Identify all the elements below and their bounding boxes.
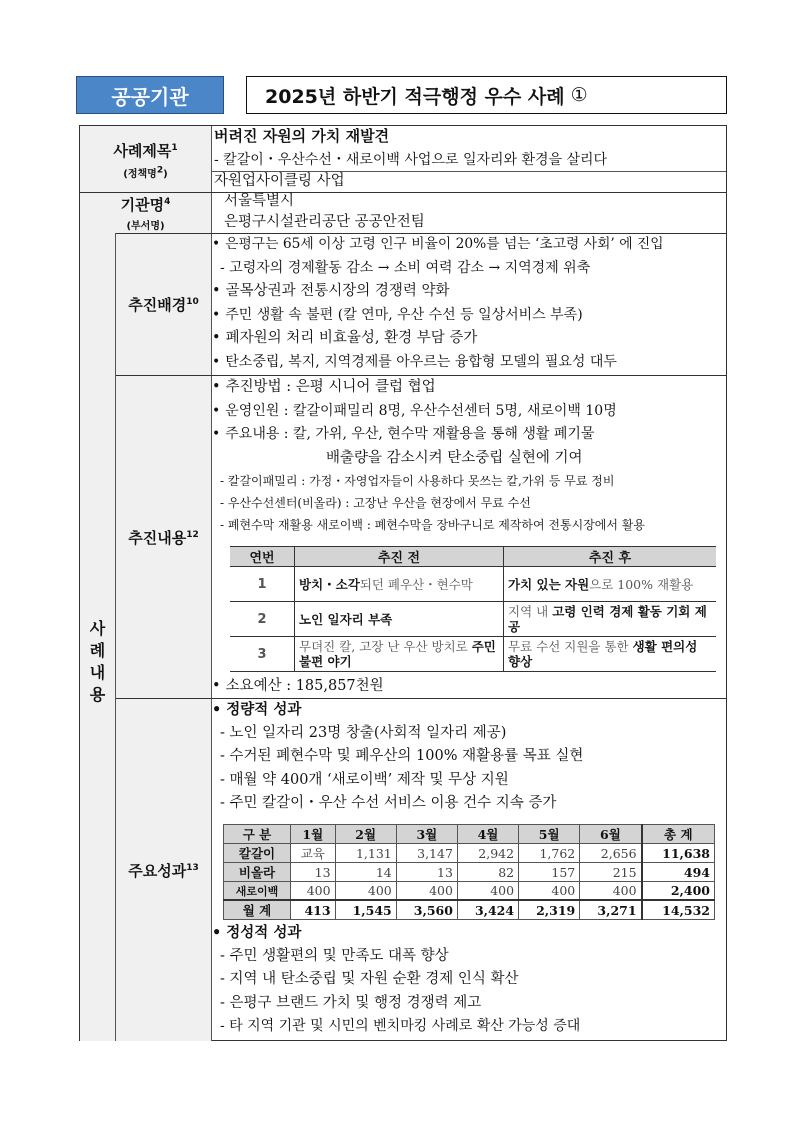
cell: 215 (580, 863, 642, 882)
cell: 1,762 (519, 844, 580, 863)
cell: 13 (396, 863, 457, 882)
content-item: • 추진방법 : 은평 시니어 클럽 협업 (212, 376, 726, 400)
cell: 3,560 (396, 900, 457, 920)
cell: 400 (519, 882, 580, 901)
after-cell (504, 567, 717, 602)
col-header: 연번 (230, 547, 295, 567)
qual-result-item: - 은평구 브랜드 가치 및 행정 경쟁력 제고 (220, 994, 482, 1011)
content-item: • 주요내용 : 칼, 가위, 우산, 현수막 재활용을 통해 생활 폐기물 (212, 423, 726, 447)
results-body (212, 698, 726, 816)
row-header: 새로이백 (224, 882, 291, 901)
row-header: 칼갈이 (224, 844, 291, 863)
policy-content (212, 171, 726, 192)
row-total: 494 (642, 863, 715, 882)
qual-results-title: • 정성적 성과 (212, 921, 726, 945)
cell: 교육 (291, 844, 336, 863)
background-item: • 골목상권과 전통시장의 경쟁력 약화 (212, 280, 726, 304)
content-body (212, 376, 726, 536)
quant-result-item: - 매월 약 400개 ‘새로이백’ 제작 및 무상 지원 (220, 771, 509, 788)
table-row (230, 602, 716, 637)
content-item: • 운영인원 : 칼갈이패밀리 8명, 우산수선센터 5명, 새로이백 10명 (212, 400, 726, 424)
side-char: 내 (89, 663, 106, 682)
qual-result-item: - 타 지역 기관 및 시민의 벤치마킹 사례로 확산 가능성 증대 (220, 1018, 581, 1034)
before-text: 되던 폐우산・현수막 (359, 576, 473, 592)
side-char: 용 (89, 685, 106, 704)
after-cell (504, 637, 717, 672)
col-header: 추진 후 (504, 547, 717, 567)
content-subitem: - 폐현수막 재활용 새로이백 : 폐현수막을 장바구니로 제작하여 전통시장에서 활용 (220, 518, 645, 532)
cell: 3,271 (580, 900, 642, 920)
category-badge-label: 공공기관 (111, 84, 189, 109)
content-item-cont: 배출량을 감소시켜 탄소중립 실현에 기여 (326, 449, 583, 466)
after-text: 지역 내 (508, 604, 553, 619)
cell: 3,424 (457, 900, 518, 920)
background-item: • 주민 생활 속 불편 (칼 연마, 우산 수선 등 일상서비스 부족) (212, 304, 726, 328)
qual-results-body (212, 921, 726, 1039)
after-text: 으로 100% 재활용 (589, 576, 694, 592)
cell: 3,147 (396, 844, 457, 863)
agency-name: 서울특별시 (224, 193, 295, 209)
cell: 82 (457, 863, 518, 882)
cell: 400 (335, 882, 396, 901)
after-text: 무료 수선 지원을 통한 (508, 639, 633, 654)
footnote-ref: 2 (156, 165, 164, 176)
cell: 1,131 (335, 844, 396, 863)
cell: 413 (291, 900, 336, 920)
background-item: • 탄소중립, 복지, 지역경제를 아우르는 융합형 모델의 필요성 대두 (212, 351, 726, 375)
category-badge (76, 76, 224, 114)
cell: 400 (396, 882, 457, 901)
cell: 400 (291, 882, 336, 901)
after-emph: 고령 인력 경제 활동 기회 제공 (508, 604, 707, 634)
table-row (230, 567, 716, 602)
before-cell (295, 602, 504, 637)
footnote-ref: 12 (186, 529, 199, 540)
col-header: 총 계 (642, 825, 715, 844)
before-cell (295, 637, 504, 672)
after-cell (504, 602, 717, 637)
after-emph: 생활 편의성 향상 (508, 639, 698, 669)
row-total: 2,400 (642, 882, 715, 901)
cell: 2,656 (580, 844, 642, 863)
agency-label (80, 193, 212, 233)
background-subitem: - 고령자의 경제활동 감소 → 소비 여력 감소 → 지역경제 위축 (220, 259, 591, 276)
department-name: 은평구시설관리공단 공공안전팀 (224, 214, 425, 230)
background-content (212, 233, 726, 374)
case-subtitle: - 칼갈이・우산수선・새로이백 사업으로 일자리와 환경을 살리다 (214, 151, 608, 168)
before-emph: 방치・소각 (299, 576, 360, 592)
quant-result-item: - 수거된 폐현수막 및 폐우산의 100% 재활용률 목표 실현 (220, 748, 584, 764)
background-label-text: 추진배경 (128, 296, 187, 314)
row-total: 11,638 (642, 844, 715, 863)
col-header: 5월 (519, 825, 580, 844)
footnote-ref: 10 (186, 297, 199, 307)
table-row (230, 637, 716, 672)
grand-total: 14,532 (642, 900, 715, 920)
col-header: 1월 (291, 825, 336, 844)
sum-row (224, 900, 715, 920)
side-char: 사 (89, 619, 106, 638)
col-header: 2월 (335, 825, 396, 844)
case-content-side-label (80, 233, 116, 1041)
agency-label-text: 기관명 (120, 196, 165, 214)
cell: 2,942 (457, 844, 518, 863)
col-header: 3월 (396, 825, 457, 844)
department-label-text: (부서명) (126, 221, 165, 232)
case-title-label (80, 126, 212, 193)
row-number: 3 (230, 637, 295, 672)
table-row (224, 844, 715, 863)
content-label (116, 376, 212, 698)
background-item: • 폐자원의 처리 비효율성, 환경 부담 증가 (212, 327, 726, 351)
results-label-text: 주요성과 (128, 861, 187, 880)
col-header: 6월 (580, 825, 642, 844)
cell: 157 (519, 863, 580, 882)
footnote-ref: 4 (164, 197, 171, 207)
row-number: 1 (230, 567, 295, 602)
col-header: 구 분 (224, 825, 291, 844)
row-header: 월 계 (224, 900, 291, 920)
monthly-stats-table (223, 824, 715, 920)
page-title-text: 2025년 하반기 적극행정 우수 사례 (265, 85, 565, 108)
table-row (224, 882, 715, 901)
case-number: ① (570, 84, 588, 106)
background-item: • 은평구는 65세 이상 고령 인구 비율이 20%를 넘는 ‘초고령 사회’ 에 진입 (212, 233, 726, 257)
table-row (224, 863, 715, 882)
page-title (246, 76, 727, 114)
budget-text: • 소요예산 : 185,857천원 (212, 675, 726, 698)
case-title-content (212, 125, 726, 172)
case-title-label-text: 사례제목 (113, 141, 172, 160)
policy-label-text: (정책명 (123, 168, 157, 180)
cell: 2,319 (519, 900, 580, 920)
policy-name: 자원업사이클링 사업 (214, 173, 345, 189)
background-label (116, 234, 212, 375)
budget-row (212, 675, 726, 698)
case-title: 버려진 자원의 가치 재발견 (214, 127, 390, 145)
before-emph: 노인 일자리 부족 (299, 611, 393, 627)
agency-content (212, 191, 726, 233)
footnote-ref: 13 (186, 862, 199, 873)
quant-result-item: - 노인 일자리 23명 창출(사회적 일자리 제공) (220, 724, 507, 741)
quant-result-item: - 주민 칼갈이・우산 수선 서비스 이용 건수 지속 증가 (220, 795, 557, 811)
row-number: 2 (230, 602, 295, 637)
col-header: 4월 (457, 825, 518, 844)
cell: 400 (580, 882, 642, 901)
side-char: 례 (89, 641, 106, 660)
before-emph: 주민 불편 야기 (299, 639, 496, 669)
qual-result-item: - 지역 내 탄소중립 및 자원 순환 경제 인식 확산 (220, 971, 519, 987)
cell: 14 (335, 863, 396, 882)
before-after-table (230, 546, 716, 672)
results-label (116, 699, 212, 1041)
footnote-ref: 1 (171, 142, 178, 153)
cell: 400 (457, 882, 518, 901)
content-subitem: - 우산수선센터(비올라) : 고장난 우산을 현장에서 무료 수선 (220, 496, 531, 510)
quant-results-title: • 정량적 성과 (212, 698, 726, 722)
after-emph: 가치 있는 자원 (508, 576, 590, 592)
case-form (79, 125, 727, 1041)
cell: 13 (291, 863, 336, 882)
paren-close: ) (163, 168, 168, 180)
content-subitem: - 칼갈이패밀리 : 가정・자영업자들이 사용하다 못쓰는 칼,가위 등 무료 정비 (220, 474, 615, 488)
before-text: 무뎌진 칼, 고장 난 우산 방치로 (299, 639, 472, 654)
cell: 1,545 (335, 900, 396, 920)
content-label-text: 추진내용 (128, 528, 187, 547)
before-cell (295, 567, 504, 602)
qual-result-item: - 주민 생활편의 및 만족도 대폭 향상 (220, 947, 449, 964)
row-header: 비올라 (224, 863, 291, 882)
col-header: 추진 전 (295, 547, 504, 567)
